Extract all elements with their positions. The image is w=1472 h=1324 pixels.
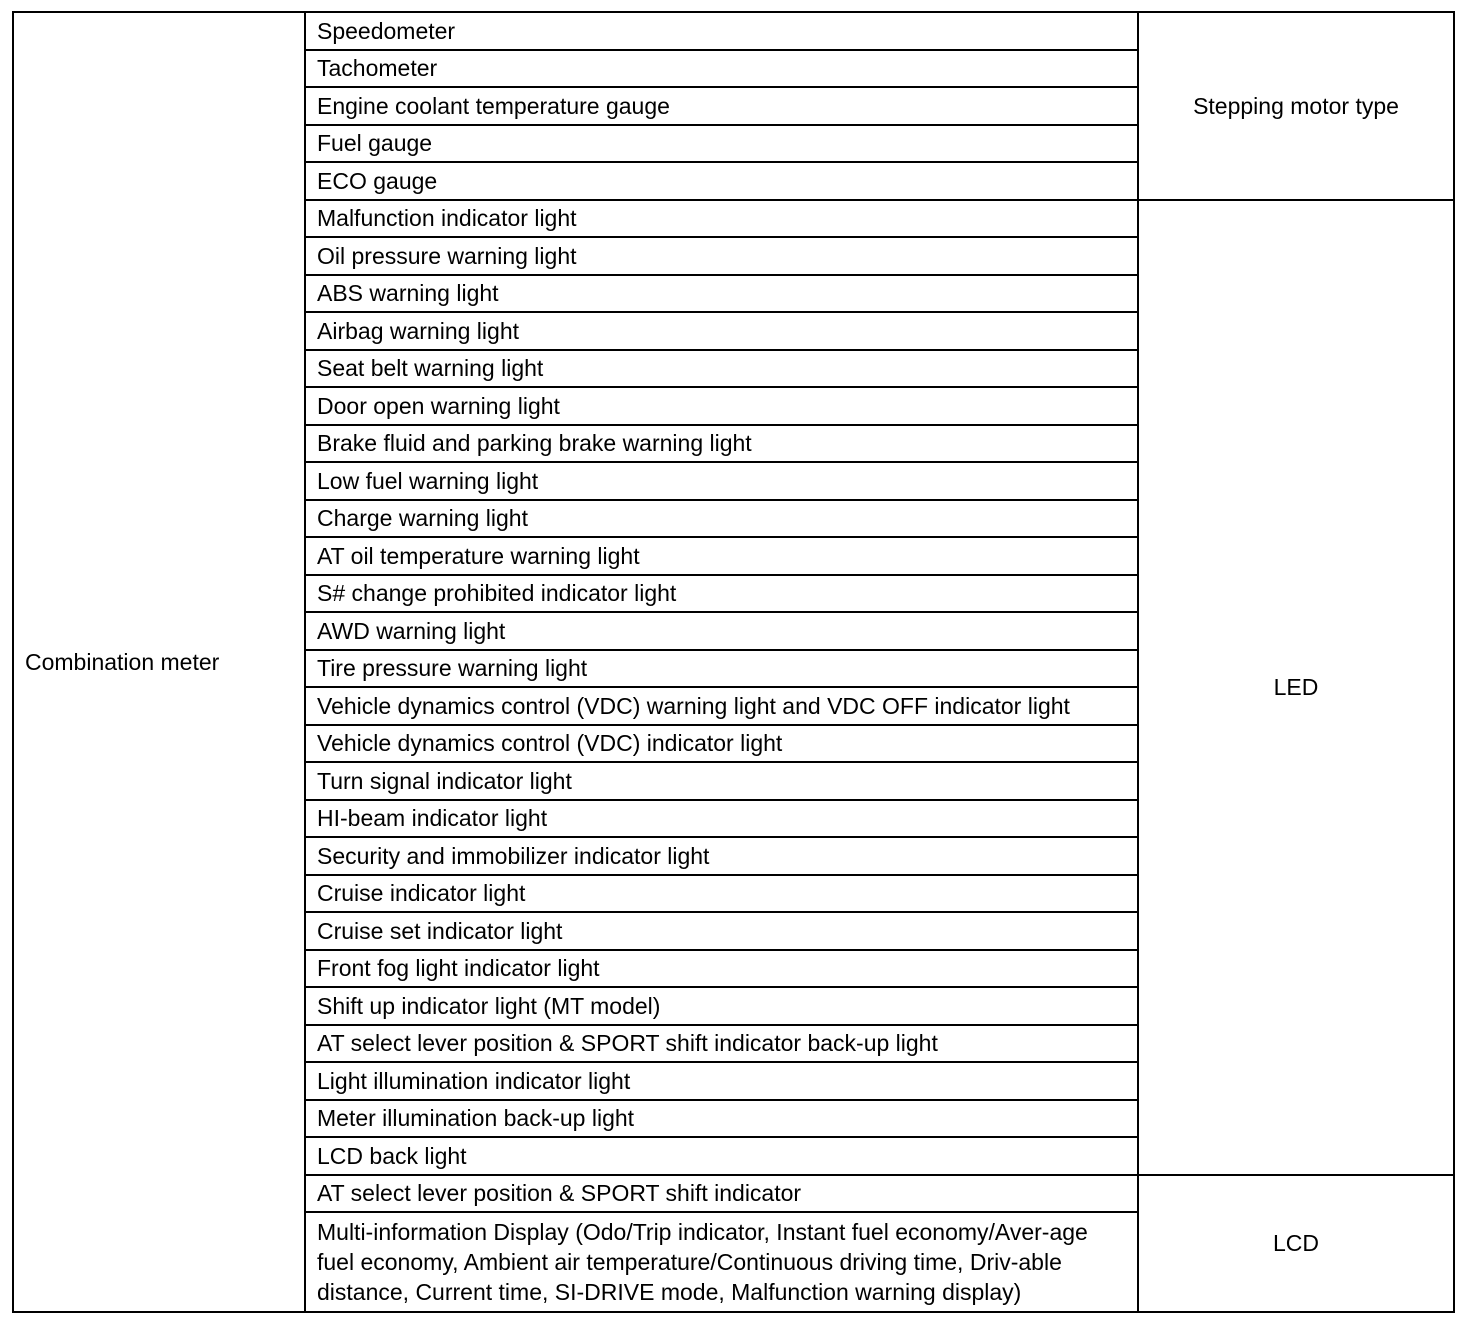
- component-item-cell: AWD warning light: [305, 612, 1138, 650]
- group-label-cell: Combination meter: [13, 12, 305, 1312]
- component-item-cell: Brake fluid and parking brake warning light: [305, 425, 1138, 463]
- component-item-cell: Oil pressure warning light: [305, 237, 1138, 275]
- component-item-cell: Door open warning light: [305, 387, 1138, 425]
- component-item-cell: Malfunction indicator light: [305, 200, 1138, 238]
- component-item-cell: Front fog light indicator light: [305, 950, 1138, 988]
- component-item-cell: Meter illumination back-up light: [305, 1100, 1138, 1138]
- component-item-cell: Vehicle dynamics control (VDC) indicator light: [305, 725, 1138, 763]
- component-item-cell: Low fuel warning light: [305, 462, 1138, 500]
- spec-table-body: [13, 12, 1454, 1312]
- component-item-cell: AT oil temperature warning light: [305, 537, 1138, 575]
- component-item-cell: Engine coolant temperature gauge: [305, 87, 1138, 125]
- component-item-cell: HI-beam indicator light: [305, 800, 1138, 838]
- table-row: [13, 12, 1454, 50]
- combination-meter-spec-table: [12, 11, 1455, 1313]
- component-item-cell: Seat belt warning light: [305, 350, 1138, 388]
- component-item-cell: Charge warning light: [305, 500, 1138, 538]
- display-type-cell: LED: [1138, 200, 1454, 1175]
- component-item-cell: Multi-information Display (Odo/Trip indicator, Instant fuel economy/Aver-age fuel economy, Ambient air temperature/Continuous driving time, Driv-able distance, Current time, SI-DRIVE mode, Malfunction warning display): [305, 1212, 1138, 1312]
- component-item-cell: ECO gauge: [305, 162, 1138, 200]
- component-item-cell: AT select lever position & SPORT shift indicator back-up light: [305, 1025, 1138, 1063]
- display-type-cell: LCD: [1138, 1175, 1454, 1313]
- component-item-cell: Airbag warning light: [305, 312, 1138, 350]
- component-item-cell: ABS warning light: [305, 275, 1138, 313]
- display-type-cell: Stepping motor type: [1138, 12, 1454, 200]
- component-item-cell: AT select lever position & SPORT shift indicator: [305, 1175, 1138, 1213]
- component-item-cell: Cruise set indicator light: [305, 912, 1138, 950]
- component-item-cell: Cruise indicator light: [305, 875, 1138, 913]
- component-item-cell: Security and immobilizer indicator light: [305, 837, 1138, 875]
- component-item-cell: Tire pressure warning light: [305, 650, 1138, 688]
- component-item-cell: Speedometer: [305, 12, 1138, 50]
- component-item-cell: Fuel gauge: [305, 125, 1138, 163]
- component-item-cell: Shift up indicator light (MT model): [305, 987, 1138, 1025]
- component-item-cell: LCD back light: [305, 1137, 1138, 1175]
- component-item-cell: Tachometer: [305, 50, 1138, 88]
- component-item-cell: Light illumination indicator light: [305, 1062, 1138, 1100]
- component-item-cell: Turn signal indicator light: [305, 762, 1138, 800]
- component-item-cell: Vehicle dynamics control (VDC) warning light and VDC OFF indicator light: [305, 687, 1138, 725]
- component-item-cell: S# change prohibited indicator light: [305, 575, 1138, 613]
